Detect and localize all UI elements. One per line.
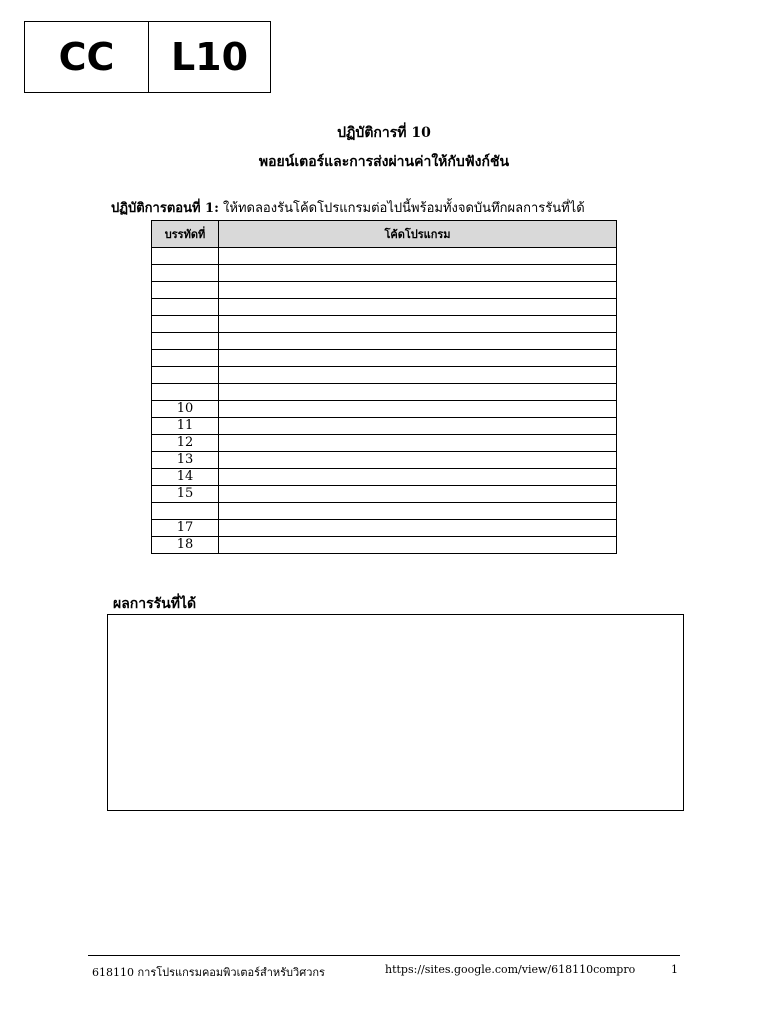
line-number-cell [152,282,219,299]
code-cell [219,299,617,316]
table-row [152,486,617,503]
line-number-cell [152,333,219,350]
line-number-cell [152,316,219,333]
table-row [152,401,617,418]
code-table [151,220,617,554]
line-number-cell: 11 [152,418,219,435]
footer-url: https://sites.google.com/view/618110compro [385,963,636,976]
code-cell [219,316,617,333]
table-row [152,520,617,537]
code-cell [219,537,617,554]
footer-course: 618110 การโปรแกรมคอมพิวเตอร์สำหรับวิศวกร [92,966,325,979]
lab-subtitle: พอยน์เตอร์และการส่งผ่านค่าให้กับฟังก์ชัน [258,154,510,170]
instruction [111,197,585,218]
line-number-cell [152,367,219,384]
code-cell [219,520,617,537]
line-number-cell [152,299,219,316]
footer-divider [88,955,680,956]
code-cell [219,486,617,503]
document-tag-box [24,21,271,93]
tag-l10: L10 [170,35,249,79]
code-cell [219,503,617,520]
code-cell [219,282,617,299]
table-row [152,350,617,367]
line-number-cell [152,265,219,282]
table-row [152,469,617,486]
footer-page-number: 1 [671,963,678,976]
code-table-header [152,221,617,248]
line-number-cell: 12 [152,435,219,452]
code-cell [219,452,617,469]
lab-title: ปฏิบัติการที่ 10 [337,125,431,141]
line-number-cell: 10 [152,401,219,418]
line-number-cell: 17 [152,520,219,537]
line-number-cell [152,350,219,367]
table-row [152,503,617,520]
code-cell [219,367,617,384]
line-number-cell: 14 [152,469,219,486]
tag-cc: CC [25,22,149,92]
table-row [152,367,617,384]
table-row [152,316,617,333]
header-line-number: บรรทัดที่ [152,221,219,248]
table-row [152,452,617,469]
result-box [107,614,684,811]
code-cell [219,401,617,418]
code-cell [219,333,617,350]
line-number-cell: 13 [152,452,219,469]
instruction-text: ให้ทดลองรันโค้ดโปรแกรมต่อไปนี้พร้อมทั้งจดบันทึกผลการรันที่ได้ [218,201,585,216]
table-row [152,384,617,401]
line-number-cell [152,503,219,520]
line-number-cell: 15 [152,486,219,503]
result-label: ผลการรันที่ได้ [113,596,197,612]
code-cell [219,265,617,282]
code-cell [219,418,617,435]
instruction-label: ปฏิบัติการตอนที่ 1: [111,201,219,216]
line-number-cell [152,248,219,265]
code-cell [219,248,617,265]
line-number-cell [152,384,219,401]
header-code: โค้ดโปรแกรม [219,221,617,248]
code-cell [219,435,617,452]
table-row [152,248,617,265]
table-row [152,282,617,299]
table-row [152,537,617,554]
table-row [152,299,617,316]
table-row [152,265,617,282]
table-row [152,333,617,350]
table-row [152,418,617,435]
code-table-body [152,248,617,554]
code-cell [219,350,617,367]
code-cell [219,384,617,401]
line-number-cell: 18 [152,537,219,554]
code-cell [219,469,617,486]
table-row [152,435,617,452]
